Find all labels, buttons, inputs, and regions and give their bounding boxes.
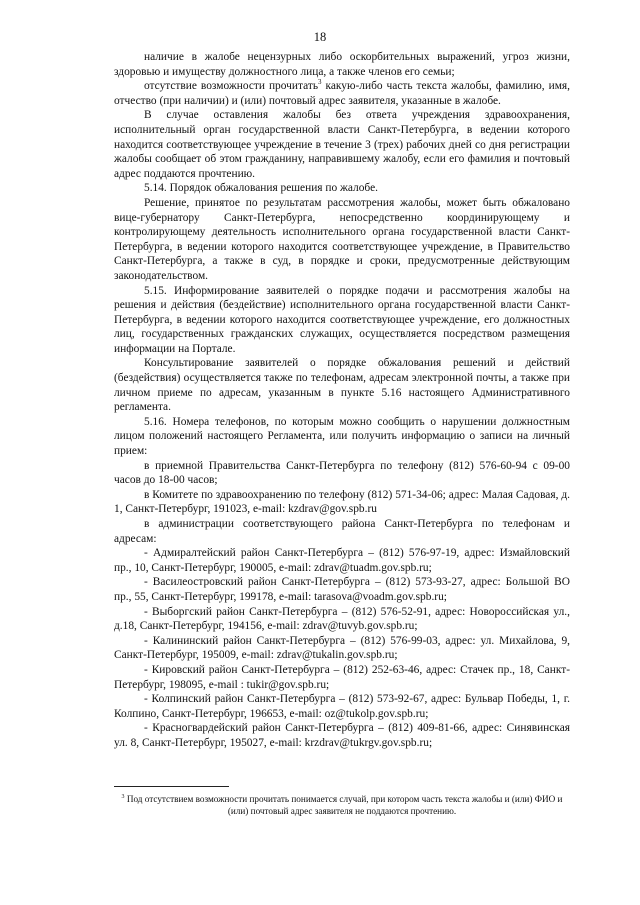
paragraph: Решение, принятое по результатам рассмотрения жалобы, может быть обжаловано вице-губернатору Санкт-Петербурга, непосредственно координирующему и контролирующему деятельность исполнительного органа государственной власти Санкт-Петербурга, в ведении которого находится соответствующее учреждение, в Правительство Санкт-Петербурга, а также в суд, в порядке и сроки, предусмотренные действующим законодательством. (114, 196, 570, 282)
section-heading: 5.14. Порядок обжалования решения по жалобе. (144, 182, 378, 195)
paragraph: Консультирование заявителей о порядке обжалования решений и действий (бездействия) осуществляется также по телефонам, адресам электронной почты, а также при личном приеме по адресам, указанным в пункте 5.16 настоящего Административного регламента. (114, 357, 570, 414)
footnote-mark: 3 (121, 793, 125, 800)
list-item: - Василеостровский район Санкт-Петербурга – (812) 573-93-27, адрес: Большой ВО пр., 55, Санкт-Петербург, 199178, e-mail: tarasova@voadm.gov.spb.ru; (114, 576, 570, 603)
list-item: - Выборгский район Санкт-Петербурга – (812) 576-52-91, адрес: Новороссийская ул., д.18, Санкт-Петербург, 194156, e-mail: zdrav@tuvyb.gov.spb.ru; (114, 605, 570, 633)
footnote-text: Под отсутствием возможности прочитать понимается случай, при котором часть текста жалобы и (или) ФИО и (или) почтовый адрес заявителя не поддаются прочтению. (124, 794, 563, 816)
paragraph: В случае оставления жалобы без ответа учреждения здравоохранения, исполнительный орган государственной власти Санкт-Петербурга, в ведении которого находится соответствующее учреждение в течение 3 (трех) рабочих дней со дня регистрации жалобы сообщает об этом гражданину, направившему жалобу, если его фамилия и почтовый адрес поддаются прочтению. (114, 109, 570, 180)
footnote-divider (114, 786, 229, 787)
list-item: - Калининский район Санкт-Петербурга – (812) 576-99-03, адрес: ул. Михайлова, 9, Санкт-Петербург, 195009, e-mail: zdrav@tukalin.gov.spb.ru; (114, 634, 570, 662)
paragraph: в администрации соответствующего района Санкт-Петербурга по телефонам и адресам: (114, 518, 570, 545)
paragraph-text: какую-либо часть текста жалобы, фамилию, имя, отчество (при наличии) и (или) почтовый адрес заявителя, указанные в жалобе. (114, 80, 570, 107)
footnote-reference[interactable]: 3 (318, 78, 322, 87)
footnote (114, 793, 570, 817)
list-item: - Кировский район Санкт-Петербурга – (812) 252-63-46, адрес: Стачек пр., 18, Санкт-Петербург, 198095, e-mail : tukir@gov.spb.ru; (114, 663, 570, 691)
document-body (114, 50, 570, 751)
paragraph (114, 79, 570, 108)
paragraph: в Комитете по здравоохранению по телефону (812) 571-34-06; адрес: Малая Садовая, д. 1, Санкт-Петербург, 191023, e-mail: kzdrav@gov.spb.ru (114, 488, 570, 516)
paragraph: в приемной Правительства Санкт-Петербурга по телефону (812) 576-60-94 с 09-00 часов до 18-00 часов; (114, 459, 570, 487)
page-number: 18 (313, 30, 327, 44)
paragraph: 5.15. Информирование заявителей о порядке подачи и рассмотрения жалобы на решения и действия (бездействие) исполнительного органа государственной власти Санкт-Петербурга, в ведении которого находится соответствующее учреждение, его должностных лиц, государственных гражданских служащих, осуществляется посредством размещения информации на Портале. (114, 284, 570, 355)
list-item: - Колпинский район Санкт-Петербурга – (812) 573-92-67, адрес: Бульвар Победы, 1, г. Колпино, Санкт-Петербург, 196653, e-mail: oz@tukolp.gov.spb.ru; (114, 693, 570, 720)
paragraph-text: отсутствие возможности прочитать (144, 80, 319, 93)
list-item: - Адмиралтейский район Санкт-Петербурга – (812) 576-97-19, адрес: Измайловский пр., 10, Санкт-Петербург, 190005, e-mail: zdrav@tuadm.gov.spb.ru; (114, 547, 570, 574)
list-item: - Красногвардейский район Санкт-Петербурга – (812) 409-81-66, адрес: Синявинская ул. 8, Санкт-Петербург, 195027, e-mail: krzdrav@tukrgv.gov.spb.ru; (114, 722, 570, 749)
paragraph: наличие в жалобе нецензурных либо оскорбительных выражений, угроз жизни, здоровью и имуществу должностного лица, а также членов его семьи; (114, 51, 570, 78)
paragraph: 5.16. Номера телефонов, по которым можно сообщить о нарушении должностным лицом положений настоящего Регламента, или получить информацию о записи на личный прием: (114, 415, 570, 458)
